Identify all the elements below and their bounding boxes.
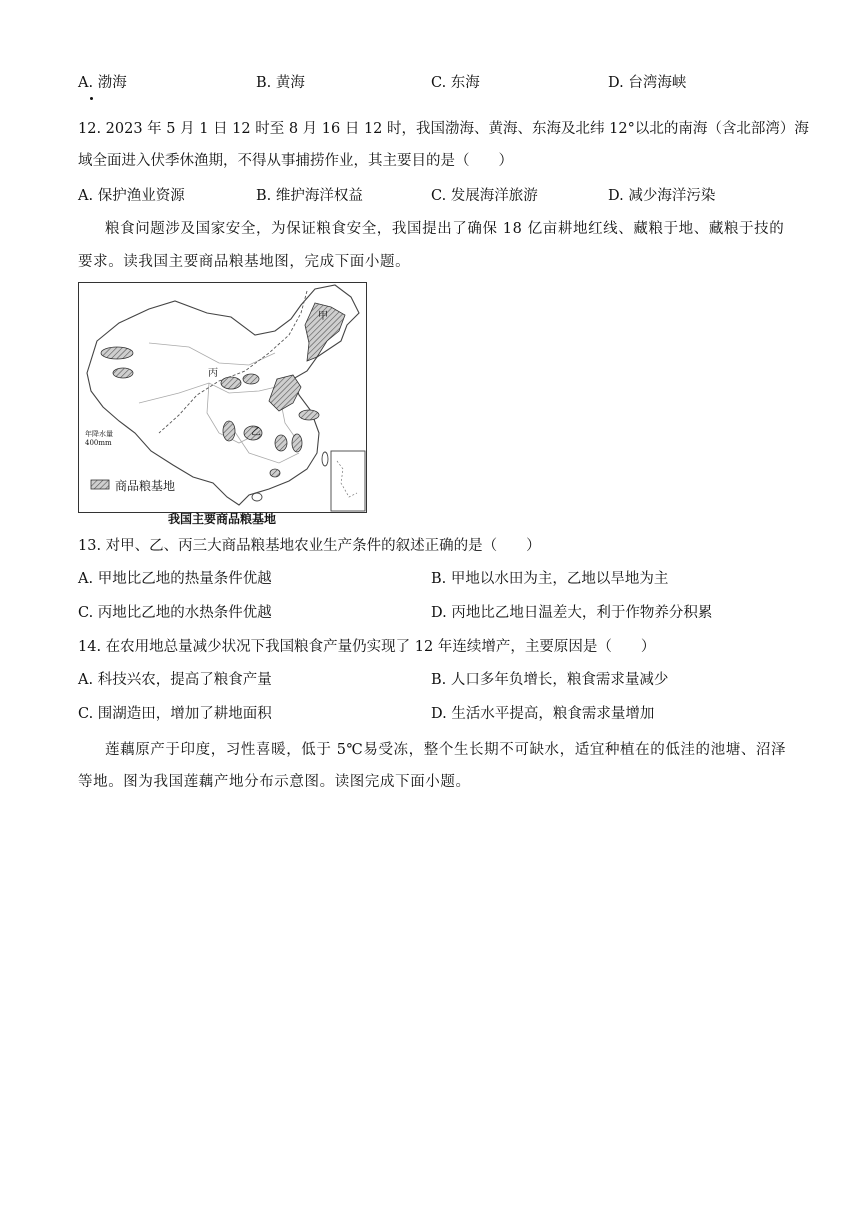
q12-option-a[interactable]: A. 保护渔业资源 bbox=[78, 188, 185, 204]
isohyet-label: 年降水量 400mm bbox=[85, 430, 113, 447]
q13-option-a[interactable]: A. 甲地比乙地的热量条件优越 bbox=[78, 571, 272, 587]
q12-stem-line2: 域全面进入伏季休渔期，不得从事捕捞作业，其主要目的是（ ） bbox=[78, 153, 513, 169]
grain-base-jianghuai bbox=[299, 410, 319, 420]
q14-option-d[interactable]: D. 生活水平提高，粮食需求量增加 bbox=[431, 706, 655, 722]
grain-base-xinjiang-north bbox=[101, 347, 133, 359]
q12-stem-line1: 12. 2023 年 5 月 1 日 12 时至 8 月 16 日 12 时，我国渤海、黄海、东海及北纬 12°以北的南海（含北部湾）海 bbox=[78, 121, 809, 137]
q13-stem: 13. 对甲、乙、丙三大商品粮基地农业生产条件的叙述正确的是（ ） bbox=[78, 538, 541, 554]
map-label-bing: 丙 bbox=[208, 368, 218, 379]
q14-option-c[interactable]: C. 围湖造田，增加了耕地面积 bbox=[78, 706, 272, 722]
passage1-line2: 要求。读我国主要商品粮基地图，完成下面小题。 bbox=[78, 254, 411, 270]
q11-option-a[interactable]: A. 渤海 bbox=[78, 75, 127, 91]
legend-label: 商品粮基地 bbox=[115, 479, 176, 493]
q14-option-b[interactable]: B. 人口多年负增长，粮食需求量减少 bbox=[431, 672, 669, 688]
map-label-yi: 乙 bbox=[251, 427, 261, 438]
grain-base-pearl bbox=[270, 469, 280, 477]
q12-option-d[interactable]: D. 减少海洋污染 bbox=[608, 188, 716, 204]
passage2-line1: 莲藕原产于印度，习性喜暖，低于 5℃易受冻，整个生长期不可缺水，适宜种植在的低洼的池塘、沼泽 bbox=[105, 742, 787, 758]
legend-swatch bbox=[91, 480, 109, 489]
passage2-line2: 等地。图为我国莲藕产地分布示意图。读图完成下面小题。 bbox=[78, 774, 471, 790]
isohyet-400mm-line bbox=[159, 291, 307, 433]
q11-option-b[interactable]: B. 黄海 bbox=[256, 75, 305, 91]
q11-option-c[interactable]: C. 东海 bbox=[431, 75, 480, 91]
q11-option-d[interactable]: D. 台湾海峡 bbox=[608, 75, 687, 91]
q12-option-b[interactable]: B. 维护海洋权益 bbox=[256, 188, 363, 204]
q13-option-b[interactable]: B. 甲地以水田为主，乙地以旱地为主 bbox=[431, 571, 669, 587]
map-caption: 我国主要商品粮基地 bbox=[168, 512, 277, 526]
q14-stem: 14. 在农用地总量减少状况下我国粮食产量仍实现了 12 年连续增产，主要原因是（ ） bbox=[78, 639, 656, 655]
grain-base-hetao bbox=[243, 374, 259, 384]
map-label-jia: 甲 bbox=[318, 311, 328, 322]
grain-base-xinjiang-south bbox=[113, 368, 133, 378]
south-china-sea-inset bbox=[331, 451, 365, 511]
passage1-line1: 粮食问题涉及国家安全，为保证粮食安全，我国提出了确保 18 亿亩耕地红线、藏粮于地、藏粮于技的 bbox=[105, 221, 785, 237]
grain-base-north-plain bbox=[269, 375, 301, 411]
q14-option-a[interactable]: A. 科技兴农，提高了粮食产量 bbox=[78, 672, 272, 688]
grain-base-sichuan bbox=[223, 421, 235, 441]
q13-option-c[interactable]: C. 丙地比乙地的水热条件优越 bbox=[78, 605, 272, 621]
q13-option-d[interactable]: D. 丙地比乙地日温差大，利于作物养分积累 bbox=[431, 605, 713, 621]
hainan-island bbox=[252, 493, 262, 501]
emphasis-dot bbox=[90, 97, 93, 100]
q12-option-c[interactable]: C. 发展海洋旅游 bbox=[431, 188, 538, 204]
grain-base-map bbox=[78, 282, 367, 513]
grain-base-dongting bbox=[275, 435, 287, 451]
grain-base-bing bbox=[221, 377, 241, 389]
taiwan-island bbox=[322, 452, 328, 466]
grain-base-poyang bbox=[292, 434, 302, 452]
